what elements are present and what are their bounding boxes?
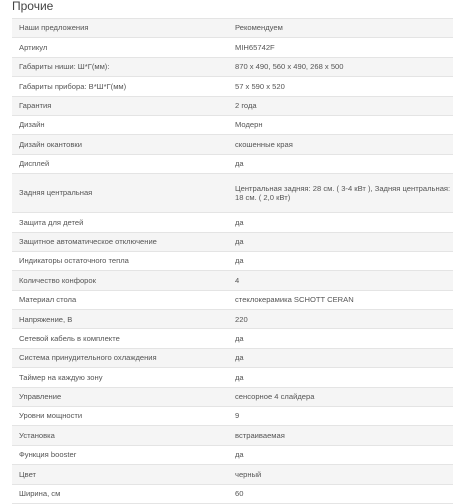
spec-table [12, 18, 453, 504]
table-row [12, 485, 453, 504]
spec-value: да [235, 159, 244, 169]
table-row [12, 155, 453, 174]
spec-value: стеклокерамика SCHOTT CERAN [235, 295, 354, 305]
table-row [12, 116, 453, 135]
spec-label: Цвет [19, 469, 37, 479]
table-row [12, 58, 453, 77]
table-row [12, 174, 453, 213]
spec-value: да [235, 353, 244, 363]
spec-label: Функция booster [19, 450, 77, 460]
spec-value: да [235, 217, 244, 227]
table-row [12, 426, 453, 445]
spec-value: 870 x 490, 560 x 490, 268 x 500 [235, 62, 344, 72]
spec-value: 2 года [235, 101, 257, 110]
spec-label: Защита для детей [19, 217, 84, 227]
table-row [12, 97, 453, 116]
spec-value: черный [235, 469, 262, 479]
spec-value: Центральная задняя: 28 см. ( 3-4 кВт ), Задняя центральная: 18 см. ( 2,0 кВт) [235, 183, 451, 203]
spec-value: 9 [235, 411, 240, 421]
spec-value: скошенные края [235, 139, 293, 149]
spec-value: да [235, 333, 244, 343]
table-row [12, 252, 453, 271]
spec-label: Защитное автоматическое отключение [19, 236, 157, 246]
table-row [12, 465, 453, 484]
spec-value: сенсорное 4 слайдера [235, 392, 315, 402]
spec-label: Артикул [19, 42, 48, 52]
table-row [12, 310, 453, 329]
spec-label: Дизайн окантовки [19, 139, 82, 149]
spec-label: Габариты прибора: В*Ш*Г(мм) [19, 81, 127, 91]
table-row [12, 368, 453, 387]
spec-label: Ширина, см [19, 489, 61, 499]
table-row [12, 77, 453, 96]
spec-label: Дисплей [19, 159, 50, 169]
table-row [12, 213, 453, 232]
header-label: Наши предложения [19, 23, 89, 33]
section-title: Прочие [12, 0, 54, 13]
spec-label: Система принудительного охлаждения [19, 353, 157, 363]
spec-label: Управление [19, 392, 62, 402]
spec-value: встраиваемая [235, 430, 285, 440]
spec-value: 57 x 590 x 520 [235, 81, 285, 91]
table-row [12, 233, 453, 252]
table-row [12, 329, 453, 348]
spec-value: да [235, 372, 244, 382]
spec-label: Установка [19, 430, 55, 440]
table-row [12, 388, 453, 407]
table-row [12, 38, 453, 57]
header-value: Рекомендуем [235, 23, 283, 33]
table-row [12, 135, 453, 154]
table-row [12, 407, 453, 426]
spec-value: да [235, 236, 244, 246]
table-header-row [12, 19, 453, 38]
spec-value: 220 [235, 314, 248, 324]
spec-label: Индикаторы остаточного тепла [19, 256, 129, 266]
spec-label: Количество конфорок [19, 275, 96, 285]
spec-value: да [235, 450, 244, 460]
spec-value: Модерн [235, 120, 263, 130]
spec-label: Гарантия [19, 101, 52, 110]
spec-label: Габариты ниши: Ш*Г(мм): [19, 62, 110, 72]
table-row [12, 291, 453, 310]
spec-label: Уровни мощности [19, 411, 83, 421]
spec-value: 4 [235, 275, 240, 285]
spec-label: Материал стола [19, 295, 77, 305]
spec-value: да [235, 256, 244, 266]
table-row [12, 349, 453, 368]
spec-label: Напряжение, В [19, 314, 73, 324]
spec-label: Сетевой кабель в комплекте [19, 333, 120, 343]
spec-value: MIH65742F [235, 42, 275, 52]
table-row [12, 446, 453, 465]
table-row [12, 271, 453, 290]
spec-label: Дизайн [19, 120, 45, 130]
spec-label: Задняя центральная [19, 188, 93, 198]
spec-value: 60 [235, 489, 244, 499]
spec-label: Таймер на каждую зону [19, 372, 103, 382]
